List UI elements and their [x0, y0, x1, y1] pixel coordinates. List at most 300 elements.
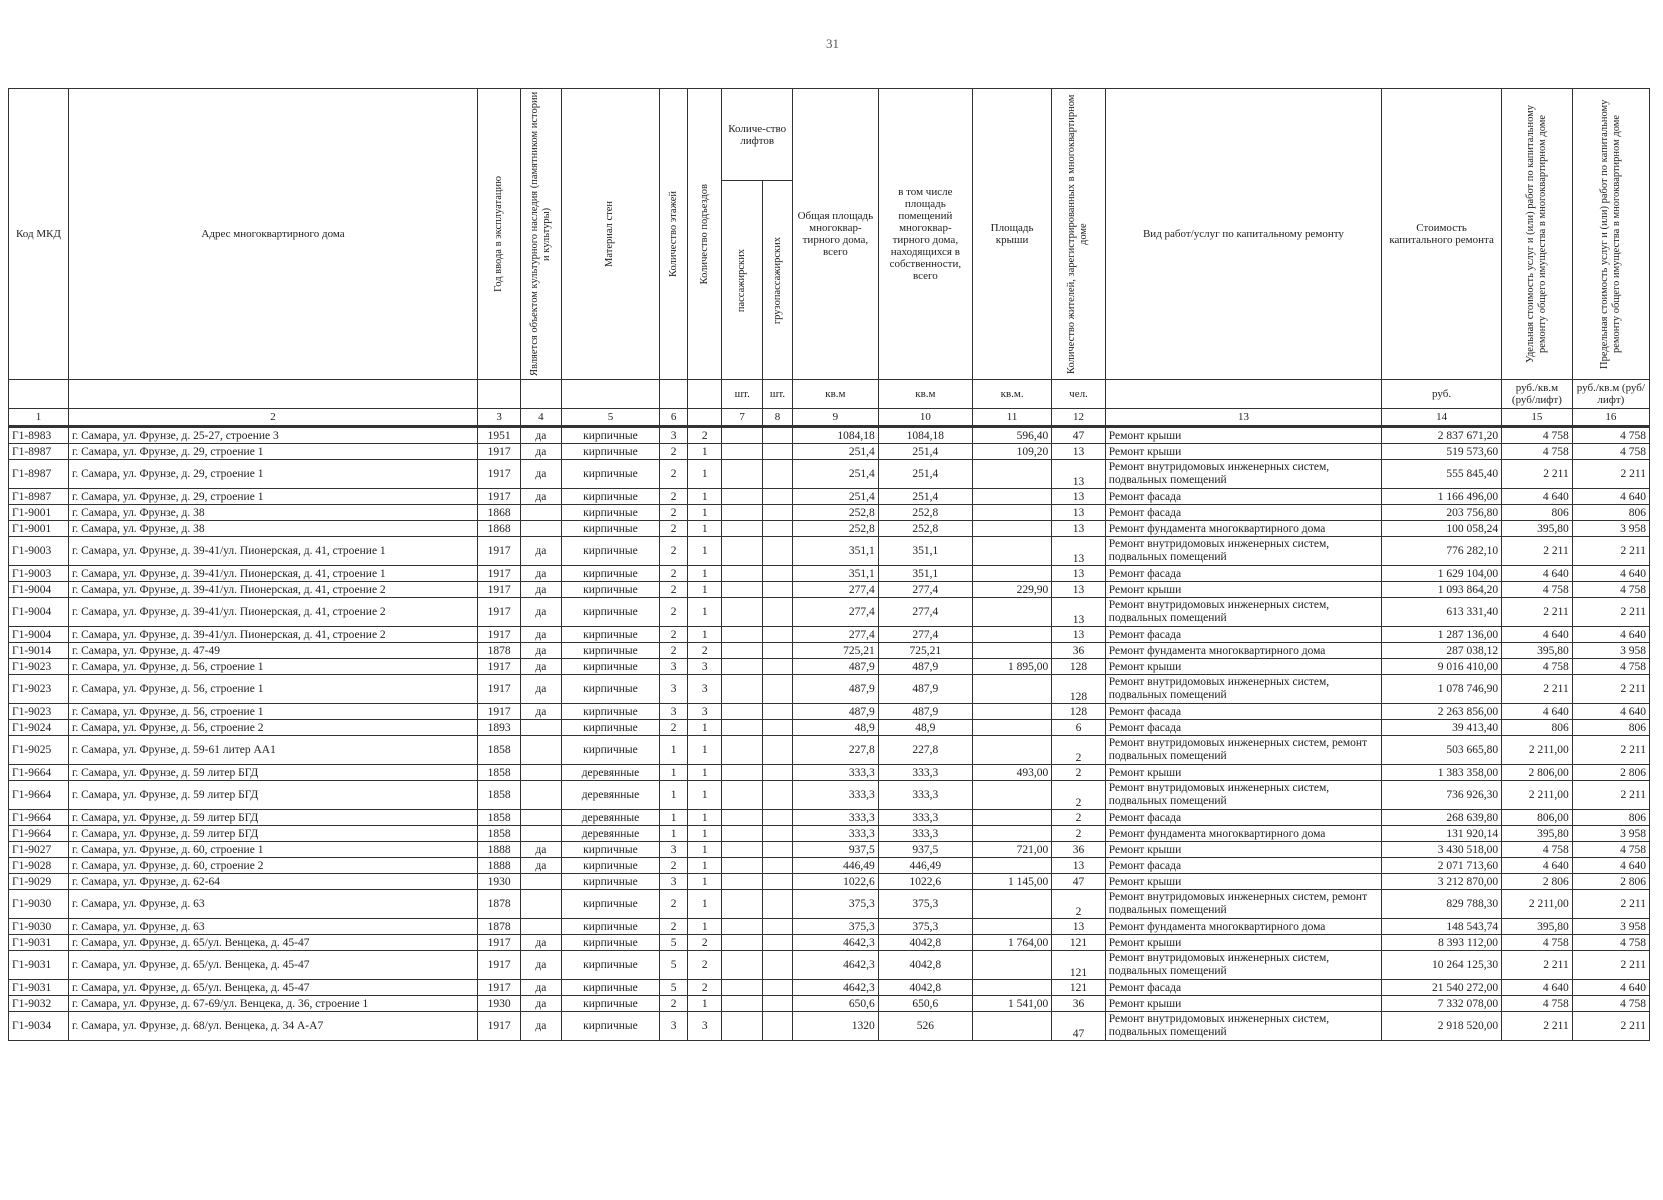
cell-heritage: [520, 736, 561, 765]
table-row: [9, 582, 1650, 598]
cell-floors: 2: [660, 598, 688, 627]
cell-cost: 268 639,80: [1382, 810, 1502, 826]
cell-residents: 128: [1052, 675, 1106, 704]
unit-cell: шт.: [722, 380, 763, 409]
cell-area-total: 251,4: [793, 489, 879, 505]
cell-year: 1917: [478, 980, 521, 996]
cell-unit-cost: 2 211,00: [1502, 736, 1573, 765]
cell-heritage: [520, 826, 561, 842]
cell-heritage: да: [520, 842, 561, 858]
cell-work-type: Ремонт крыши: [1105, 996, 1381, 1012]
cell-lifts-cargo: [763, 643, 793, 659]
units-row: [9, 380, 1650, 409]
cell-entrances: 1: [688, 598, 722, 627]
cell-cost: 2 837 671,20: [1382, 427, 1502, 444]
cell-lifts-cargo: [763, 444, 793, 460]
cell-material: кирпичные: [561, 919, 660, 935]
cell-work-type: Ремонт фундамента многоквартирного дома: [1105, 826, 1381, 842]
cell-floors: 1: [660, 810, 688, 826]
cell-code: Г1-9664: [9, 781, 69, 810]
cell-address: г. Самара, ул. Фрунзе, д. 56, строение 1: [68, 704, 477, 720]
cell-lifts-pass: [722, 582, 763, 598]
cell-area-total: 1022,6: [793, 874, 879, 890]
cell-area-owned: 446,49: [878, 858, 972, 874]
cell-lifts-cargo: [763, 521, 793, 537]
cell-material: кирпичные: [561, 659, 660, 675]
cell-floors: 3: [660, 704, 688, 720]
cell-residents: 121: [1052, 935, 1106, 951]
cell-max-cost: 2 806: [1572, 765, 1649, 781]
cell-work-type: Ремонт крыши: [1105, 427, 1381, 444]
cell-residents: 13: [1052, 858, 1106, 874]
cell-cost: 829 788,30: [1382, 890, 1502, 919]
col-number: 5: [561, 409, 660, 427]
cell-entrances: 3: [688, 704, 722, 720]
cell-address: г. Самара, ул. Фрунзе, д. 59 литер БГД: [68, 826, 477, 842]
cell-entrances: 2: [688, 951, 722, 980]
cell-entrances: 1: [688, 874, 722, 890]
cell-unit-cost: 4 640: [1502, 489, 1573, 505]
cell-residents: 128: [1052, 704, 1106, 720]
cell-area-owned: 351,1: [878, 566, 972, 582]
cell-address: г. Самара, ул. Фрунзе, д. 60, строение 2: [68, 858, 477, 874]
cell-floors: 2: [660, 582, 688, 598]
cell-lifts-pass: [722, 919, 763, 935]
cell-year: 1878: [478, 643, 521, 659]
cell-roof-area: [972, 890, 1051, 919]
cell-roof-area: 1 895,00: [972, 659, 1051, 675]
cell-work-type: Ремонт внутридомовых инженерных систем, подвальных помещений: [1105, 781, 1381, 810]
cell-unit-cost: 2 211: [1502, 598, 1573, 627]
cell-code: Г1-9031: [9, 935, 69, 951]
cell-heritage: [520, 874, 561, 890]
unit-cell: руб./кв.м (руб/лифт): [1572, 380, 1649, 409]
cell-lifts-cargo: [763, 858, 793, 874]
cell-cost: 1 287 136,00: [1382, 627, 1502, 643]
cell-material: кирпичные: [561, 444, 660, 460]
cell-work-type: Ремонт фасада: [1105, 704, 1381, 720]
cell-entrances: 3: [688, 1012, 722, 1041]
cell-work-type: Ремонт фундамента многоквартирного дома: [1105, 919, 1381, 935]
cell-lifts-pass: [722, 521, 763, 537]
cell-address: г. Самара, ул. Фрунзе, д. 56, строение 2: [68, 720, 477, 736]
col-number: 2: [68, 409, 477, 427]
cell-lifts-cargo: [763, 659, 793, 675]
cell-roof-area: 1 145,00: [972, 874, 1051, 890]
cell-max-cost: 4 758: [1572, 996, 1649, 1012]
cell-code: Г1-8987: [9, 460, 69, 489]
cell-lifts-cargo: [763, 627, 793, 643]
cell-entrances: 1: [688, 919, 722, 935]
cell-year: 1893: [478, 720, 521, 736]
cell-roof-area: [972, 505, 1051, 521]
cell-area-total: 375,3: [793, 919, 879, 935]
cell-code: Г1-9014: [9, 643, 69, 659]
cell-material: деревянные: [561, 810, 660, 826]
cell-unit-cost: 4 758: [1502, 935, 1573, 951]
cell-area-total: 937,5: [793, 842, 879, 858]
cell-area-total: 48,9: [793, 720, 879, 736]
cell-floors: 5: [660, 951, 688, 980]
cell-entrances: 1: [688, 582, 722, 598]
cell-cost: 8 393 112,00: [1382, 935, 1502, 951]
cell-area-total: 4642,3: [793, 935, 879, 951]
cell-floors: 2: [660, 858, 688, 874]
cell-unit-cost: 4 758: [1502, 582, 1573, 598]
cell-material: кирпичные: [561, 704, 660, 720]
cell-lifts-pass: [722, 1012, 763, 1041]
cell-area-total: 252,8: [793, 505, 879, 521]
header-entrances: Количество подъездов: [688, 89, 722, 380]
cell-residents: 36: [1052, 842, 1106, 858]
unit-cell: кв.м: [878, 380, 972, 409]
cell-address: г. Самара, ул. Фрунзе, д. 65/ул. Венцека, д. 45-47: [68, 951, 477, 980]
cell-entrances: 1: [688, 537, 722, 566]
cell-lifts-pass: [722, 505, 763, 521]
cell-lifts-cargo: [763, 890, 793, 919]
cell-unit-cost: 4 640: [1502, 704, 1573, 720]
cell-cost: 203 756,80: [1382, 505, 1502, 521]
table-row: [9, 720, 1650, 736]
cell-roof-area: 1 764,00: [972, 935, 1051, 951]
cell-lifts-pass: [722, 858, 763, 874]
cell-work-type: Ремонт крыши: [1105, 935, 1381, 951]
cell-material: кирпичные: [561, 996, 660, 1012]
cell-unit-cost: 2 211,00: [1502, 890, 1573, 919]
cell-roof-area: [972, 460, 1051, 489]
cell-code: Г1-9023: [9, 675, 69, 704]
cell-max-cost: 4 640: [1572, 704, 1649, 720]
cell-work-type: Ремонт крыши: [1105, 842, 1381, 858]
cell-max-cost: 2 211: [1572, 736, 1649, 765]
cell-lifts-cargo: [763, 582, 793, 598]
cell-entrances: 1: [688, 566, 722, 582]
cell-residents: 13: [1052, 489, 1106, 505]
capital-repair-table: [8, 88, 1650, 1041]
cell-heritage: да: [520, 489, 561, 505]
table-row: [9, 826, 1650, 842]
cell-max-cost: 2 211: [1572, 781, 1649, 810]
cell-year: 1917: [478, 598, 521, 627]
cell-work-type: Ремонт внутридомовых инженерных систем, подвальных помещений: [1105, 951, 1381, 980]
cell-residents: 6: [1052, 720, 1106, 736]
cell-lifts-cargo: [763, 765, 793, 781]
cell-area-total: 333,3: [793, 810, 879, 826]
col-number: 7: [722, 409, 763, 427]
table-body: [9, 427, 1650, 1041]
cell-material: кирпичные: [561, 643, 660, 659]
cell-entrances: 2: [688, 935, 722, 951]
cell-work-type: Ремонт внутридомовых инженерных систем, подвальных помещений: [1105, 460, 1381, 489]
col-number: 3: [478, 409, 521, 427]
cell-work-type: Ремонт фасада: [1105, 980, 1381, 996]
cell-max-cost: 2 211: [1572, 675, 1649, 704]
cell-cost: 1 629 104,00: [1382, 566, 1502, 582]
cell-code: Г1-9004: [9, 582, 69, 598]
cell-work-type: Ремонт внутридомовых инженерных систем, ремонт подвальных помещений: [1105, 890, 1381, 919]
cell-floors: 2: [660, 566, 688, 582]
cell-floors: 2: [660, 720, 688, 736]
table-row: [9, 890, 1650, 919]
cell-heritage: да: [520, 444, 561, 460]
cell-entrances: 1: [688, 890, 722, 919]
cell-residents: 13: [1052, 505, 1106, 521]
cell-lifts-cargo: [763, 704, 793, 720]
table-row: [9, 444, 1650, 460]
cell-area-total: 725,21: [793, 643, 879, 659]
cell-unit-cost: 2 211: [1502, 951, 1573, 980]
cell-code: Г1-8987: [9, 489, 69, 505]
cell-heritage: да: [520, 659, 561, 675]
header-year: Год ввода в эксплуатацию: [478, 89, 521, 380]
cell-cost: 100 058,24: [1382, 521, 1502, 537]
cell-roof-area: 493,00: [972, 765, 1051, 781]
cell-entrances: 1: [688, 505, 722, 521]
cell-residents: 13: [1052, 460, 1106, 489]
header-roof-area: Площадь крыши: [972, 89, 1051, 380]
header-lifts-cargo: грузопассажирских: [763, 181, 793, 380]
cell-year: 1917: [478, 627, 521, 643]
cell-area-owned: 252,8: [878, 505, 972, 521]
cell-floors: 2: [660, 489, 688, 505]
table-row: [9, 765, 1650, 781]
cell-residents: 36: [1052, 996, 1106, 1012]
cell-year: 1858: [478, 765, 521, 781]
table-row: [9, 598, 1650, 627]
cell-heritage: да: [520, 582, 561, 598]
cell-area-owned: 333,3: [878, 810, 972, 826]
cell-year: 1858: [478, 736, 521, 765]
cell-lifts-pass: [722, 874, 763, 890]
cell-entrances: 1: [688, 765, 722, 781]
cell-max-cost: 4 758: [1572, 444, 1649, 460]
cell-code: Г1-9030: [9, 890, 69, 919]
cell-floors: 3: [660, 1012, 688, 1041]
cell-heritage: да: [520, 935, 561, 951]
cell-residents: 2: [1052, 781, 1106, 810]
col-number: 16: [1572, 409, 1649, 427]
cell-lifts-cargo: [763, 460, 793, 489]
cell-max-cost: 4 758: [1572, 842, 1649, 858]
cell-residents: 13: [1052, 598, 1106, 627]
cell-area-owned: 277,4: [878, 582, 972, 598]
cell-entrances: 1: [688, 489, 722, 505]
cell-cost: 148 543,74: [1382, 919, 1502, 935]
cell-floors: 1: [660, 765, 688, 781]
cell-roof-area: [972, 643, 1051, 659]
cell-area-total: 4642,3: [793, 980, 879, 996]
cell-roof-area: [972, 1012, 1051, 1041]
cell-entrances: 1: [688, 720, 722, 736]
cell-floors: 5: [660, 935, 688, 951]
cell-year: 1868: [478, 505, 521, 521]
cell-area-total: 487,9: [793, 675, 879, 704]
col-number: 9: [793, 409, 879, 427]
cell-year: 1878: [478, 890, 521, 919]
table-row: [9, 935, 1650, 951]
col-number: 15: [1502, 409, 1573, 427]
table-row: [9, 489, 1650, 505]
cell-floors: 1: [660, 736, 688, 765]
cell-lifts-cargo: [763, 781, 793, 810]
cell-area-total: 446,49: [793, 858, 879, 874]
cell-cost: 555 845,40: [1382, 460, 1502, 489]
cell-area-owned: 333,3: [878, 826, 972, 842]
cell-year: 1917: [478, 444, 521, 460]
cell-max-cost: 3 958: [1572, 521, 1649, 537]
cell-heritage: [520, 765, 561, 781]
cell-cost: 1 383 358,00: [1382, 765, 1502, 781]
cell-heritage: да: [520, 643, 561, 659]
cell-max-cost: 2 211: [1572, 951, 1649, 980]
cell-year: 1917: [478, 566, 521, 582]
cell-unit-cost: 4 640: [1502, 980, 1573, 996]
cell-lifts-pass: [722, 980, 763, 996]
cell-unit-cost: 2 806,00: [1502, 765, 1573, 781]
cell-material: деревянные: [561, 826, 660, 842]
cell-area-total: 1320: [793, 1012, 879, 1041]
unit-cell: шт.: [763, 380, 793, 409]
cell-residents: 47: [1052, 1012, 1106, 1041]
cell-floors: 1: [660, 781, 688, 810]
cell-year: 1917: [478, 951, 521, 980]
unit-cell: руб.: [1382, 380, 1502, 409]
cell-address: г. Самара, ул. Фрунзе, д. 63: [68, 919, 477, 935]
cell-roof-area: 109,20: [972, 444, 1051, 460]
cell-area-owned: 937,5: [878, 842, 972, 858]
cell-area-total: 277,4: [793, 627, 879, 643]
cell-area-owned: 4042,8: [878, 951, 972, 980]
cell-floors: 2: [660, 627, 688, 643]
cell-roof-area: [972, 810, 1051, 826]
cell-year: 1888: [478, 858, 521, 874]
table-row: [9, 781, 1650, 810]
cell-unit-cost: 2 211: [1502, 460, 1573, 489]
cell-area-total: 277,4: [793, 598, 879, 627]
cell-lifts-cargo: [763, 826, 793, 842]
cell-year: 1888: [478, 842, 521, 858]
cell-area-owned: 487,9: [878, 675, 972, 704]
header-area-owned: в том числе площадь помещений многоквар-тирного дома, находящихся в собственности, всего: [878, 89, 972, 380]
cell-material: кирпичные: [561, 627, 660, 643]
cell-area-total: 1084,18: [793, 427, 879, 444]
cell-roof-area: 1 541,00: [972, 996, 1051, 1012]
cell-work-type: Ремонт внутридомовых инженерных систем, подвальных помещений: [1105, 537, 1381, 566]
cell-residents: 2: [1052, 765, 1106, 781]
cell-roof-area: [972, 951, 1051, 980]
cell-work-type: Ремонт внутридомовых инженерных систем, ремонт подвальных помещений: [1105, 736, 1381, 765]
cell-residents: 13: [1052, 444, 1106, 460]
cell-area-total: 277,4: [793, 582, 879, 598]
cell-code: Г1-9032: [9, 996, 69, 1012]
cell-heritage: [520, 810, 561, 826]
cell-material: кирпичные: [561, 890, 660, 919]
cell-heritage: да: [520, 566, 561, 582]
table-row: [9, 659, 1650, 675]
cell-cost: 776 282,10: [1382, 537, 1502, 566]
cell-max-cost: 4 758: [1572, 659, 1649, 675]
header-lifts-pass: пассажирских: [722, 181, 763, 380]
cell-address: г. Самара, ул. Фрунзе, д. 38: [68, 505, 477, 521]
cell-residents: 47: [1052, 874, 1106, 890]
cell-year: 1930: [478, 874, 521, 890]
unit-cell: кв.м.: [972, 380, 1051, 409]
cell-unit-cost: 806: [1502, 720, 1573, 736]
table-row: [9, 874, 1650, 890]
cell-roof-area: [972, 781, 1051, 810]
cell-max-cost: 2 211: [1572, 537, 1649, 566]
table-row: [9, 537, 1650, 566]
cell-lifts-pass: [722, 627, 763, 643]
cell-year: 1868: [478, 521, 521, 537]
cell-area-owned: 487,9: [878, 659, 972, 675]
cell-entrances: 1: [688, 842, 722, 858]
cell-material: кирпичные: [561, 980, 660, 996]
cell-material: кирпичные: [561, 842, 660, 858]
cell-max-cost: 4 758: [1572, 582, 1649, 598]
cell-unit-cost: 395,80: [1502, 826, 1573, 842]
cell-lifts-pass: [722, 489, 763, 505]
cell-max-cost: 2 211: [1572, 890, 1649, 919]
column-number-row: [9, 409, 1650, 427]
cell-unit-cost: 4 758: [1502, 444, 1573, 460]
cell-roof-area: [972, 489, 1051, 505]
cell-heritage: да: [520, 627, 561, 643]
cell-heritage: да: [520, 996, 561, 1012]
cell-heritage: да: [520, 537, 561, 566]
col-number: 1: [9, 409, 69, 427]
cell-residents: 2: [1052, 810, 1106, 826]
cell-area-owned: 333,3: [878, 765, 972, 781]
cell-address: г. Самара, ул. Фрунзе, д. 60, строение 1: [68, 842, 477, 858]
cell-floors: 3: [660, 659, 688, 675]
cell-material: деревянные: [561, 765, 660, 781]
cell-floors: 2: [660, 537, 688, 566]
cell-area-total: 375,3: [793, 890, 879, 919]
cell-address: г. Самара, ул. Фрунзе, д. 59 литер БГД: [68, 781, 477, 810]
cell-cost: 1 166 496,00: [1382, 489, 1502, 505]
cell-lifts-cargo: [763, 427, 793, 444]
cell-address: г. Самара, ул. Фрунзе, д. 62-64: [68, 874, 477, 890]
cell-material: кирпичные: [561, 720, 660, 736]
cell-unit-cost: 806: [1502, 505, 1573, 521]
table-row: [9, 980, 1650, 996]
cell-year: 1917: [478, 659, 521, 675]
cell-residents: 47: [1052, 427, 1106, 444]
cell-address: г. Самара, ул. Фрунзе, д. 59 литер БГД: [68, 765, 477, 781]
cell-heritage: да: [520, 704, 561, 720]
cell-max-cost: 2 211: [1572, 598, 1649, 627]
cell-area-total: 487,9: [793, 704, 879, 720]
cell-address: г. Самара, ул. Фрунзе, д. 47-49: [68, 643, 477, 659]
col-number: 10: [878, 409, 972, 427]
cell-work-type: Ремонт крыши: [1105, 582, 1381, 598]
cell-max-cost: 4 758: [1572, 935, 1649, 951]
cell-code: Г1-9031: [9, 951, 69, 980]
cell-year: 1917: [478, 935, 521, 951]
table-row: [9, 627, 1650, 643]
cell-address: г. Самара, ул. Фрунзе, д. 56, строение 1: [68, 675, 477, 704]
cell-floors: 2: [660, 460, 688, 489]
cell-address: г. Самара, ул. Фрунзе, д. 25-27, строение 3: [68, 427, 477, 444]
cell-unit-cost: 2 211: [1502, 537, 1573, 566]
cell-lifts-cargo: [763, 935, 793, 951]
cell-code: Г1-9031: [9, 980, 69, 996]
cell-code: Г1-9664: [9, 810, 69, 826]
cell-floors: 2: [660, 996, 688, 1012]
cell-code: Г1-9023: [9, 659, 69, 675]
cell-area-owned: 4042,8: [878, 935, 972, 951]
